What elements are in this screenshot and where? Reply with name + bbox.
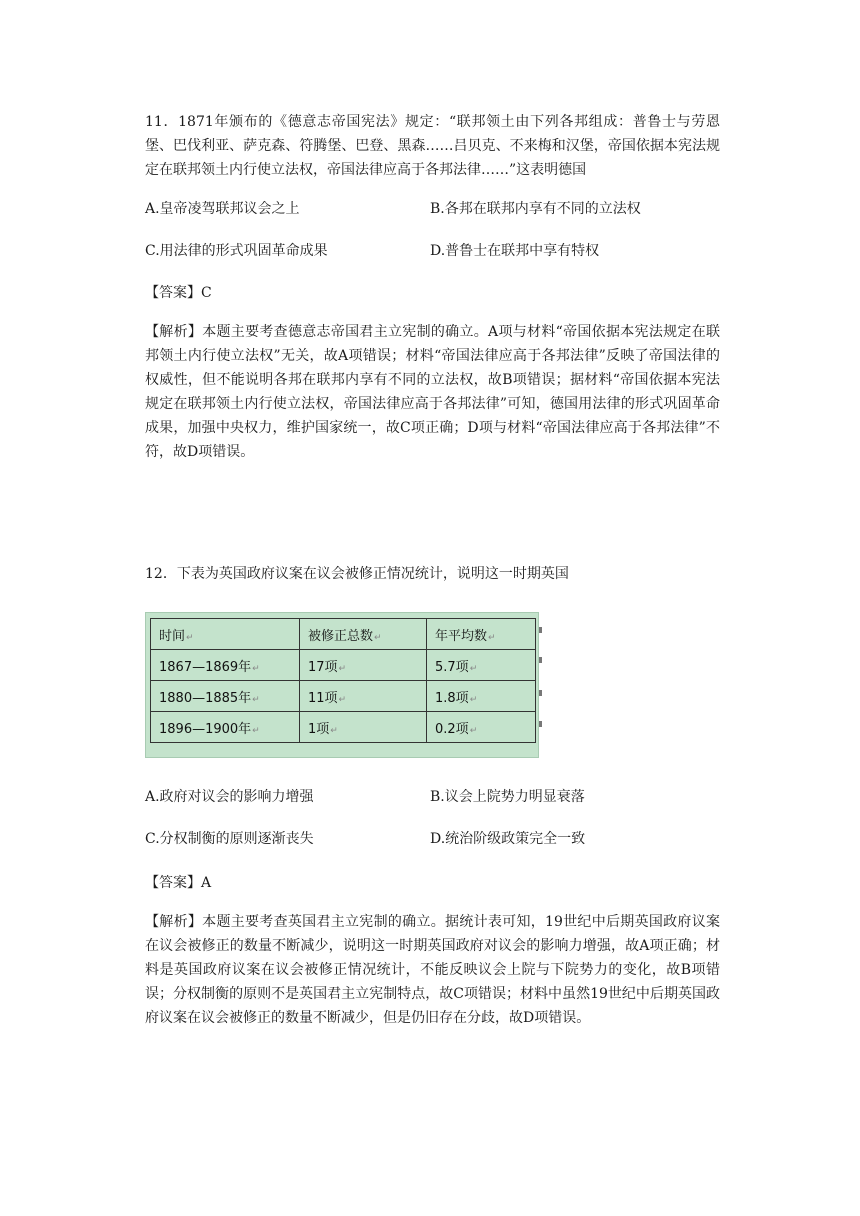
table-cell	[300, 712, 427, 743]
header-total: 被修正总数	[308, 628, 374, 644]
cell-average: 0.2项	[435, 721, 469, 737]
table-cell	[300, 681, 427, 712]
table-header-cell	[151, 619, 300, 650]
q12-option-a: A.政府对议会的影响力增强	[145, 789, 314, 805]
row-end-marker	[539, 657, 542, 663]
return-mark-icon: ↵	[374, 632, 382, 643]
cell-period: 1896—1900年	[159, 721, 252, 737]
table-cell	[300, 650, 427, 681]
return-mark-icon: ↵	[252, 694, 260, 705]
table-header-row	[151, 619, 536, 650]
cell-total: 11项	[308, 690, 338, 706]
q11-option-a: A.皇帝凌驾联邦议会之上	[145, 201, 300, 217]
cell-period: 1880—1885年	[159, 690, 252, 706]
row-end-marker	[539, 721, 542, 727]
table-cell	[427, 712, 536, 743]
return-mark-icon: ↵	[330, 725, 338, 736]
return-mark-icon: ↵	[488, 632, 496, 643]
return-mark-icon: ↵	[338, 694, 347, 705]
q11-option-c: C.用法律的形式巩固革命成果	[145, 243, 328, 259]
q12-option-c: C.分权制衡的原则逐渐丧失	[145, 831, 314, 847]
table-header-cell	[427, 619, 536, 650]
table-row	[151, 712, 536, 743]
table-row	[151, 681, 536, 712]
q12-analysis-text: 本题主要考查英国君主立宪制的确立。据统计表可知，19世纪中后期英国政府议案在议会被修正的数量不断减少，说明这一时期英国政府对议会的影响力增强，故A项正确；材料是英国政府议案在议会被修正情况统计，不能反映议会上院与下院势力的变化，故B项错误；分权制衡的原则不是英国君主立宪制特点，故C项错误；材料中虽然19世纪中后期英国政府议案在议会被修正的数量不断减少，但是仍旧存在分歧，故D项错误。	[145, 914, 721, 1026]
q11-option-b: B.各邦在联邦内享有不同的立法权	[430, 201, 641, 217]
return-mark-icon: ↵	[338, 663, 347, 674]
cell-total: 17项	[308, 659, 338, 675]
q12-option-d: D.统治阶级政策完全一致	[430, 831, 586, 847]
q12-analysis-label: 【解析】	[145, 914, 203, 930]
table-row	[151, 650, 536, 681]
q11-answer: 【答案】C	[145, 285, 212, 301]
table-cell	[427, 681, 536, 712]
question-11-stem: 11．1871年颁布的《德意志帝国宪法》规定：“联邦领土由下列各邦组成：普鲁士与劳恩堡、巴伐利亚、萨克森、符腾堡、巴登、黑森……吕贝克、不来梅和汉堡，帝国依据本宪法规定在联邦领土内行使立法权，帝国法律应高于各邦法律……”这表明德国	[145, 114, 720, 178]
cell-average: 1.8项	[435, 690, 469, 706]
return-mark-icon: ↵	[186, 632, 194, 643]
q11-analysis-label: 【解析】	[145, 324, 203, 340]
q11-option-d: D.普鲁士在联邦中享有特权	[430, 243, 600, 259]
q11-analysis-text: 本题主要考查德意志帝国君主立宪制的确立。A项与材料“帝国依据本宪法规定在联邦领土内行使立法权”无关，故A项错误；材料“帝国法律应高于各邦法律”反映了帝国法律的权威性，但不能说明各邦在联邦内享有不同的立法权，故B项错误；据材料“帝国依据本宪法规定在联邦领土内行使立法权，帝国法律应高于各邦法律”可知，德国用法律的形式巩固革命成果，加强中央权力，维护国家统一，故C项正确；D项与材料“帝国法律应高于各邦法律”不符，故D项错误。	[145, 324, 721, 460]
header-time: 时间	[159, 628, 186, 644]
table-cell	[151, 712, 300, 743]
q12-analysis	[145, 910, 720, 1030]
q12-answer: 【答案】A	[145, 875, 212, 891]
return-mark-icon: ↵	[469, 663, 478, 674]
table-header-cell	[300, 619, 427, 650]
q12-option-b: B.议会上院势力明显衰落	[430, 789, 585, 805]
cell-average: 5.7项	[435, 659, 469, 675]
table-cell	[151, 650, 300, 681]
q11-analysis	[145, 320, 720, 464]
row-end-marker	[539, 627, 542, 633]
question-12-stem: 12．下表为英国政府议案在议会被修正情况统计，说明这一时期英国	[145, 566, 569, 582]
cell-total: 1项	[308, 721, 330, 737]
return-mark-icon: ↵	[252, 663, 260, 674]
return-mark-icon: ↵	[469, 725, 478, 736]
row-end-marker	[539, 690, 542, 696]
statistics-table	[150, 618, 536, 743]
table-cell	[427, 650, 536, 681]
cell-period: 1867—1869年	[159, 659, 252, 675]
return-mark-icon: ↵	[469, 694, 478, 705]
statistics-table-image	[145, 612, 539, 758]
return-mark-icon: ↵	[252, 725, 260, 736]
header-average: 年平均数	[435, 628, 488, 644]
table-cell	[151, 681, 300, 712]
